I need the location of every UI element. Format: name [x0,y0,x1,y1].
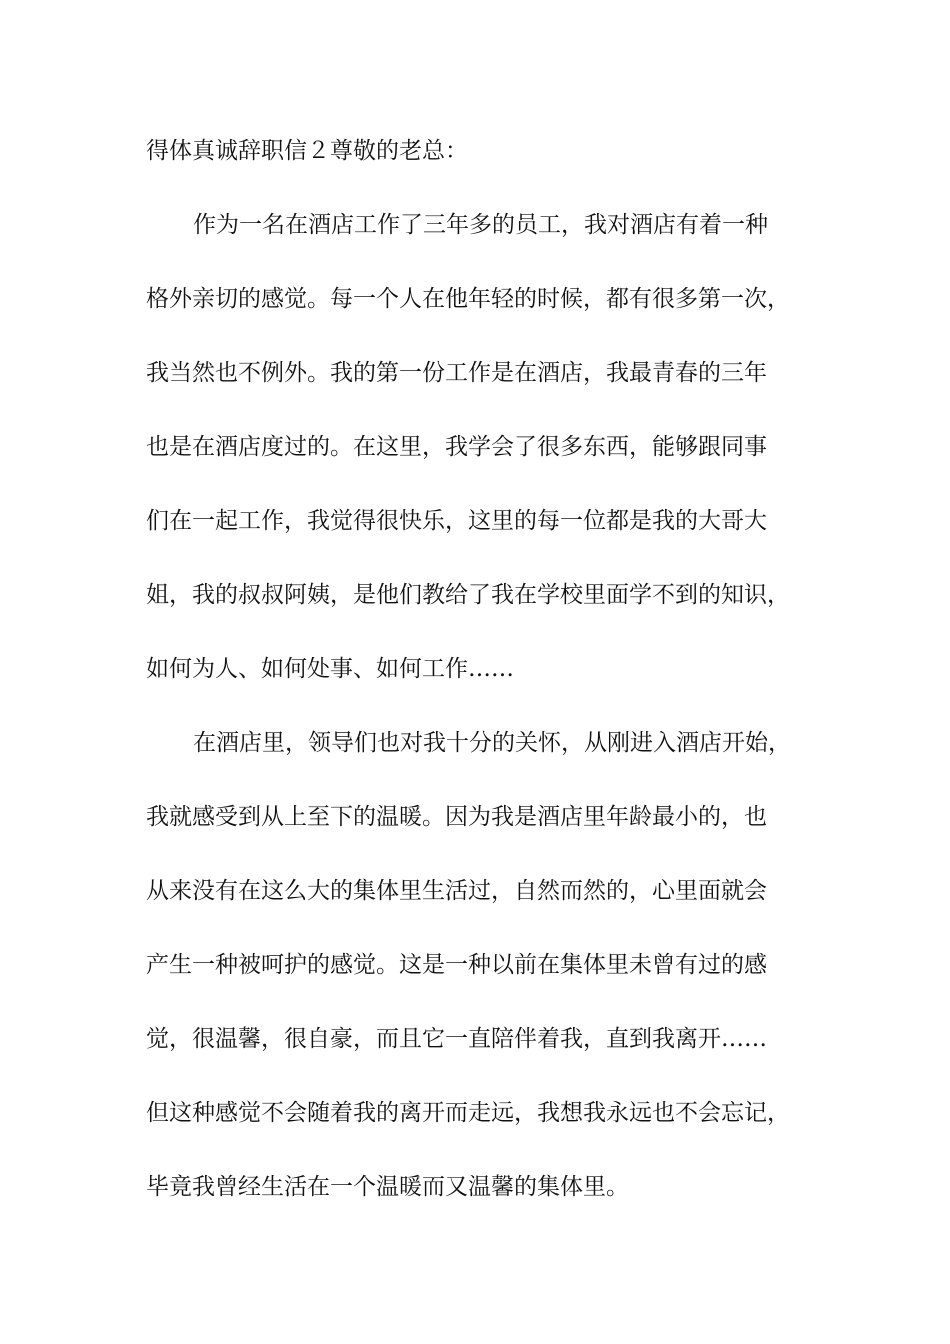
paragraph-line: 从来没有在这么大的集体里生活过，自然而然的，心里面就会 [146,878,767,904]
paragraph-line: 觉，很温馨，很自豪，而且它一直陪伴着我，直到我离开…… [146,1026,767,1052]
document-heading-line: 得体真诚辞职信２尊敬的老总： [146,138,468,164]
paragraph-line: 在酒店里，领导们也对我十分的关怀，从刚进入酒店开始， [193,730,791,756]
paragraph-line: 毕竟我曾经生活在一个温暖而又温馨的集体里。 [146,1174,629,1200]
paragraph-line: 我就感受到从上至下的温暖。因为我是酒店里年龄最小的，也 [146,804,767,830]
paragraph-line: 作为一名在酒店工作了三年多的员工，我对酒店有着一种 [193,212,768,238]
paragraph-line: 们在一起工作，我觉得很快乐，这里的每一位都是我的大哥大 [146,508,767,534]
paragraph-line: 也是在酒店度过的。在这里，我学会了很多东西，能够跟同事 [146,434,767,460]
paragraph-line: 我当然也不例外。我的第一份工作是在酒店，我最青春的三年 [146,360,767,386]
paragraph-line: 但这种感觉不会随着我的离开而走远，我想我永远也不会忘记， [146,1100,790,1126]
paragraph-line: 如何为人、如何处事、如何工作…… [146,656,514,682]
paragraph-line: 格外亲切的感觉。每一个人在他年轻的时候，都有很多第一次， [146,286,790,312]
paragraph-line: 姐，我的叔叔阿姨，是他们教给了我在学校里面学不到的知识， [146,582,790,608]
paragraph-line: 产生一种被呵护的感觉。这是一种以前在集体里未曾有过的感 [146,952,767,978]
